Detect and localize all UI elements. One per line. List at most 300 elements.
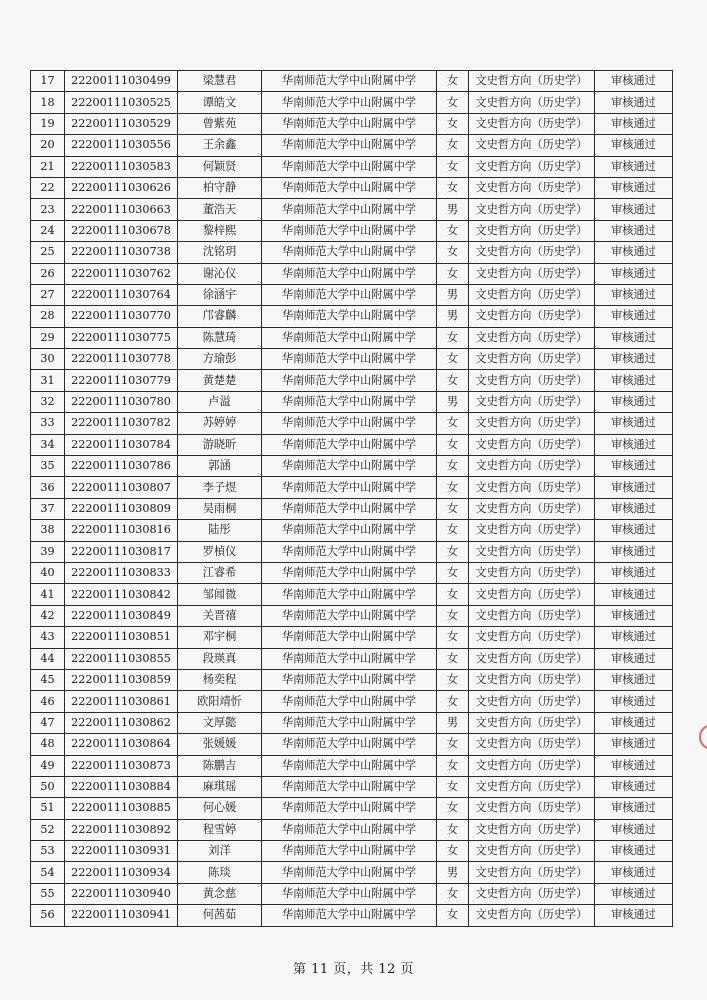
student-name-cell: 谢沁仪 xyxy=(178,263,262,284)
candidate-id-cell: 22200111030892 xyxy=(65,819,178,840)
student-name-cell: 董浩天 xyxy=(178,199,262,220)
table-row xyxy=(31,113,673,134)
student-name-cell: 程雪婷 xyxy=(178,819,262,840)
gender-cell: 女 xyxy=(437,135,469,156)
table-row xyxy=(31,391,673,412)
row-number-cell: 45 xyxy=(31,669,65,690)
gender-cell: 男 xyxy=(437,199,469,220)
school-name-cell: 华南师范大学中山附属中学 xyxy=(262,92,437,113)
direction-cell: 文史哲方向（历史学） xyxy=(469,456,595,477)
review-status-cell: 审核通过 xyxy=(595,135,673,156)
review-status-cell: 审核通过 xyxy=(595,349,673,370)
table-row xyxy=(31,71,673,92)
student-name-cell: 柏守静 xyxy=(178,177,262,198)
school-name-cell: 华南师范大学中山附属中学 xyxy=(262,755,437,776)
school-name-cell: 华南师范大学中山附属中学 xyxy=(262,306,437,327)
direction-cell: 文史哲方向（历史学） xyxy=(469,862,595,883)
review-status-cell: 审核通过 xyxy=(595,819,673,840)
review-status-cell: 审核通过 xyxy=(595,798,673,819)
student-name-cell: 江睿希 xyxy=(178,562,262,583)
seal-stamp-fragment xyxy=(697,718,707,828)
candidate-id-cell: 22200111030885 xyxy=(65,798,178,819)
review-status-cell: 审核通过 xyxy=(595,712,673,733)
row-number-cell: 53 xyxy=(31,841,65,862)
gender-cell: 女 xyxy=(437,434,469,455)
gender-cell: 女 xyxy=(437,648,469,669)
candidate-id-cell: 22200111030762 xyxy=(65,263,178,284)
student-name-cell: 麻琪瑶 xyxy=(178,776,262,797)
school-name-cell: 华南师范大学中山附属中学 xyxy=(262,798,437,819)
school-name-cell: 华南师范大学中山附属中学 xyxy=(262,263,437,284)
table-row xyxy=(31,263,673,284)
row-number-cell: 18 xyxy=(31,92,65,113)
row-number-cell: 31 xyxy=(31,370,65,391)
row-number-cell: 32 xyxy=(31,391,65,412)
gender-cell: 男 xyxy=(437,862,469,883)
candidate-id-cell: 22200111030859 xyxy=(65,669,178,690)
candidate-id-cell: 22200111030764 xyxy=(65,284,178,305)
row-number-cell: 56 xyxy=(31,905,65,926)
direction-cell: 文史哲方向（历史学） xyxy=(469,370,595,391)
review-status-cell: 审核通过 xyxy=(595,776,673,797)
row-number-cell: 40 xyxy=(31,562,65,583)
direction-cell: 文史哲方向（历史学） xyxy=(469,135,595,156)
student-name-cell: 罗楨仪 xyxy=(178,541,262,562)
table-row xyxy=(31,755,673,776)
row-number-cell: 36 xyxy=(31,477,65,498)
school-name-cell: 华南师范大学中山附属中学 xyxy=(262,541,437,562)
review-status-cell: 审核通过 xyxy=(595,627,673,648)
review-status-cell: 审核通过 xyxy=(595,734,673,755)
table-row xyxy=(31,327,673,348)
student-name-cell: 黎梓熙 xyxy=(178,220,262,241)
candidate-id-cell: 22200111030784 xyxy=(65,434,178,455)
roster-body xyxy=(31,71,673,927)
direction-cell: 文史哲方向（历史学） xyxy=(469,734,595,755)
student-name-cell: 邹闻微 xyxy=(178,584,262,605)
table-row xyxy=(31,584,673,605)
review-status-cell: 审核通过 xyxy=(595,284,673,305)
student-name-cell: 吴雨桐 xyxy=(178,498,262,519)
candidate-id-cell: 22200111030499 xyxy=(65,71,178,92)
student-name-cell: 梁慧君 xyxy=(178,71,262,92)
student-name-cell: 王余鑫 xyxy=(178,135,262,156)
school-name-cell: 华南师范大学中山附属中学 xyxy=(262,284,437,305)
student-name-cell: 陈鹏吉 xyxy=(178,755,262,776)
gender-cell: 女 xyxy=(437,691,469,712)
school-name-cell: 华南师范大学中山附属中学 xyxy=(262,498,437,519)
candidate-id-cell: 22200111030529 xyxy=(65,113,178,134)
review-status-cell: 审核通过 xyxy=(595,71,673,92)
table-row xyxy=(31,605,673,626)
direction-cell: 文史哲方向（历史学） xyxy=(469,520,595,541)
review-status-cell: 审核通过 xyxy=(595,327,673,348)
table-row xyxy=(31,648,673,669)
row-number-cell: 26 xyxy=(31,263,65,284)
review-status-cell: 审核通过 xyxy=(595,520,673,541)
direction-cell: 文史哲方向（历史学） xyxy=(469,177,595,198)
candidate-id-cell: 22200111030851 xyxy=(65,627,178,648)
candidate-id-cell: 22200111030807 xyxy=(65,477,178,498)
row-number-cell: 41 xyxy=(31,584,65,605)
gender-cell: 女 xyxy=(437,541,469,562)
candidate-id-cell: 22200111030770 xyxy=(65,306,178,327)
student-name-cell: 郭涵 xyxy=(178,456,262,477)
direction-cell: 文史哲方向（历史学） xyxy=(469,605,595,626)
school-name-cell: 华南师范大学中山附属中学 xyxy=(262,562,437,583)
student-name-cell: 李子煜 xyxy=(178,477,262,498)
gender-cell: 女 xyxy=(437,755,469,776)
table-row xyxy=(31,156,673,177)
review-status-cell: 审核通过 xyxy=(595,648,673,669)
candidate-id-cell: 22200111030849 xyxy=(65,605,178,626)
review-status-cell: 审核通过 xyxy=(595,263,673,284)
review-status-cell: 审核通过 xyxy=(595,370,673,391)
student-name-cell: 卢溢 xyxy=(178,391,262,412)
student-name-cell: 何茜茹 xyxy=(178,905,262,926)
candidate-id-cell: 22200111030626 xyxy=(65,177,178,198)
review-status-cell: 审核通过 xyxy=(595,905,673,926)
candidate-id-cell: 22200111030855 xyxy=(65,648,178,669)
direction-cell: 文史哲方向（历史学） xyxy=(469,883,595,904)
candidate-id-cell: 22200111030862 xyxy=(65,712,178,733)
gender-cell: 女 xyxy=(437,413,469,434)
candidate-id-cell: 22200111030864 xyxy=(65,734,178,755)
direction-cell: 文史哲方向（历史学） xyxy=(469,691,595,712)
candidate-id-cell: 22200111030833 xyxy=(65,562,178,583)
gender-cell: 女 xyxy=(437,669,469,690)
school-name-cell: 华南师范大学中山附属中学 xyxy=(262,220,437,241)
review-status-cell: 审核通过 xyxy=(595,113,673,134)
table-row xyxy=(31,434,673,455)
review-status-cell: 审核通过 xyxy=(595,177,673,198)
school-name-cell: 华南师范大学中山附属中学 xyxy=(262,456,437,477)
review-status-cell: 审核通过 xyxy=(595,498,673,519)
review-status-cell: 审核通过 xyxy=(595,477,673,498)
gender-cell: 女 xyxy=(437,156,469,177)
student-name-cell: 徐涵宇 xyxy=(178,284,262,305)
direction-cell: 文史哲方向（历史学） xyxy=(469,477,595,498)
school-name-cell: 华南师范大学中山附属中学 xyxy=(262,135,437,156)
review-status-cell: 审核通过 xyxy=(595,199,673,220)
row-number-cell: 39 xyxy=(31,541,65,562)
school-name-cell: 华南师范大学中山附属中学 xyxy=(262,71,437,92)
table-row xyxy=(31,370,673,391)
row-number-cell: 42 xyxy=(31,605,65,626)
row-number-cell: 54 xyxy=(31,862,65,883)
row-number-cell: 55 xyxy=(31,883,65,904)
table-row xyxy=(31,541,673,562)
school-name-cell: 华南师范大学中山附属中学 xyxy=(262,648,437,669)
gender-cell: 女 xyxy=(437,349,469,370)
row-number-cell: 46 xyxy=(31,691,65,712)
direction-cell: 文史哲方向（历史学） xyxy=(469,156,595,177)
review-status-cell: 审核通过 xyxy=(595,669,673,690)
table-row xyxy=(31,456,673,477)
school-name-cell: 华南师范大学中山附属中学 xyxy=(262,627,437,648)
candidate-id-cell: 22200111030873 xyxy=(65,755,178,776)
review-status-cell: 审核通过 xyxy=(595,92,673,113)
review-status-cell: 审核通过 xyxy=(595,584,673,605)
school-name-cell: 华南师范大学中山附属中学 xyxy=(262,862,437,883)
row-number-cell: 47 xyxy=(31,712,65,733)
gender-cell: 女 xyxy=(437,177,469,198)
table-row xyxy=(31,734,673,755)
gender-cell: 女 xyxy=(437,242,469,263)
row-number-cell: 52 xyxy=(31,819,65,840)
student-name-cell: 游晓昕 xyxy=(178,434,262,455)
table-row xyxy=(31,135,673,156)
row-number-cell: 38 xyxy=(31,520,65,541)
student-name-cell: 苏婷婷 xyxy=(178,413,262,434)
table-row xyxy=(31,883,673,904)
candidate-id-cell: 22200111030931 xyxy=(65,841,178,862)
table-row xyxy=(31,349,673,370)
candidate-id-cell: 22200111030525 xyxy=(65,92,178,113)
gender-cell: 女 xyxy=(437,605,469,626)
review-status-cell: 审核通过 xyxy=(595,841,673,862)
school-name-cell: 华南师范大学中山附属中学 xyxy=(262,819,437,840)
row-number-cell: 49 xyxy=(31,755,65,776)
table-row xyxy=(31,776,673,797)
review-status-cell: 审核通过 xyxy=(595,156,673,177)
review-status-cell: 审核通过 xyxy=(595,862,673,883)
review-status-cell: 审核通过 xyxy=(595,220,673,241)
row-number-cell: 30 xyxy=(31,349,65,370)
review-status-cell: 审核通过 xyxy=(595,605,673,626)
table-row xyxy=(31,413,673,434)
direction-cell: 文史哲方向（历史学） xyxy=(469,199,595,220)
row-number-cell: 43 xyxy=(31,627,65,648)
table-row xyxy=(31,669,673,690)
review-status-cell: 审核通过 xyxy=(595,755,673,776)
candidate-id-cell: 22200111030678 xyxy=(65,220,178,241)
gender-cell: 女 xyxy=(437,92,469,113)
row-number-cell: 37 xyxy=(31,498,65,519)
table-row xyxy=(31,691,673,712)
school-name-cell: 华南师范大学中山附属中学 xyxy=(262,691,437,712)
gender-cell: 女 xyxy=(437,327,469,348)
review-status-cell: 审核通过 xyxy=(595,306,673,327)
direction-cell: 文史哲方向（历史学） xyxy=(469,327,595,348)
candidate-id-cell: 22200111030940 xyxy=(65,883,178,904)
school-name-cell: 华南师范大学中山附属中学 xyxy=(262,177,437,198)
candidate-id-cell: 22200111030861 xyxy=(65,691,178,712)
direction-cell: 文史哲方向（历史学） xyxy=(469,391,595,412)
direction-cell: 文史哲方向（历史学） xyxy=(469,562,595,583)
row-number-cell: 27 xyxy=(31,284,65,305)
gender-cell: 女 xyxy=(437,798,469,819)
table-row xyxy=(31,562,673,583)
candidate-id-cell: 22200111030941 xyxy=(65,905,178,926)
row-number-cell: 33 xyxy=(31,413,65,434)
review-status-cell: 审核通过 xyxy=(595,391,673,412)
row-number-cell: 50 xyxy=(31,776,65,797)
school-name-cell: 华南师范大学中山附属中学 xyxy=(262,391,437,412)
school-name-cell: 华南师范大学中山附属中学 xyxy=(262,413,437,434)
school-name-cell: 华南师范大学中山附属中学 xyxy=(262,434,437,455)
direction-cell: 文史哲方向（历史学） xyxy=(469,584,595,605)
row-number-cell: 29 xyxy=(31,327,65,348)
candidate-id-cell: 22200111030738 xyxy=(65,242,178,263)
gender-cell: 女 xyxy=(437,776,469,797)
roster-table xyxy=(30,70,673,927)
candidate-id-cell: 22200111030583 xyxy=(65,156,178,177)
school-name-cell: 华南师范大学中山附属中学 xyxy=(262,905,437,926)
direction-cell: 文史哲方向（历史学） xyxy=(469,263,595,284)
student-name-cell: 陈慧琦 xyxy=(178,327,262,348)
school-name-cell: 华南师范大学中山附属中学 xyxy=(262,883,437,904)
review-status-cell: 审核通过 xyxy=(595,456,673,477)
school-name-cell: 华南师范大学中山附属中学 xyxy=(262,712,437,733)
gender-cell: 女 xyxy=(437,627,469,648)
review-status-cell: 审核通过 xyxy=(595,562,673,583)
row-number-cell: 25 xyxy=(31,242,65,263)
direction-cell: 文史哲方向（历史学） xyxy=(469,220,595,241)
school-name-cell: 华南师范大学中山附属中学 xyxy=(262,242,437,263)
student-name-cell: 刘洋 xyxy=(178,841,262,862)
gender-cell: 男 xyxy=(437,391,469,412)
student-name-cell: 陈琰 xyxy=(178,862,262,883)
school-name-cell: 华南师范大学中山附属中学 xyxy=(262,199,437,220)
gender-cell: 女 xyxy=(437,456,469,477)
direction-cell: 文史哲方向（历史学） xyxy=(469,349,595,370)
table-row xyxy=(31,819,673,840)
row-number-cell: 20 xyxy=(31,135,65,156)
student-name-cell: 杨奕程 xyxy=(178,669,262,690)
direction-cell: 文史哲方向（历史学） xyxy=(469,669,595,690)
row-number-cell: 44 xyxy=(31,648,65,669)
gender-cell: 男 xyxy=(437,284,469,305)
row-number-cell: 35 xyxy=(31,456,65,477)
table-row xyxy=(31,242,673,263)
row-number-cell: 23 xyxy=(31,199,65,220)
school-name-cell: 华南师范大学中山附属中学 xyxy=(262,605,437,626)
direction-cell: 文史哲方向（历史学） xyxy=(469,541,595,562)
school-name-cell: 华南师范大学中山附属中学 xyxy=(262,734,437,755)
direction-cell: 文史哲方向（历史学） xyxy=(469,798,595,819)
school-name-cell: 华南师范大学中山附属中学 xyxy=(262,113,437,134)
student-name-cell: 黄念慈 xyxy=(178,883,262,904)
direction-cell: 文史哲方向（历史学） xyxy=(469,242,595,263)
direction-cell: 文史哲方向（历史学） xyxy=(469,905,595,926)
student-name-cell: 谭皓文 xyxy=(178,92,262,113)
gender-cell: 男 xyxy=(437,306,469,327)
direction-cell: 文史哲方向（历史学） xyxy=(469,819,595,840)
gender-cell: 男 xyxy=(437,712,469,733)
student-name-cell: 张媛媛 xyxy=(178,734,262,755)
candidate-id-cell: 22200111030775 xyxy=(65,327,178,348)
student-name-cell: 关晋禧 xyxy=(178,605,262,626)
school-name-cell: 华南师范大学中山附属中学 xyxy=(262,520,437,541)
review-status-cell: 审核通过 xyxy=(595,242,673,263)
gender-cell: 女 xyxy=(437,905,469,926)
gender-cell: 女 xyxy=(437,113,469,134)
direction-cell: 文史哲方向（历史学） xyxy=(469,712,595,733)
direction-cell: 文史哲方向（历史学） xyxy=(469,648,595,669)
school-name-cell: 华南师范大学中山附属中学 xyxy=(262,349,437,370)
gender-cell: 女 xyxy=(437,220,469,241)
table-row xyxy=(31,712,673,733)
review-status-cell: 审核通过 xyxy=(595,434,673,455)
gender-cell: 女 xyxy=(437,734,469,755)
candidate-id-cell: 22200111030663 xyxy=(65,199,178,220)
candidate-id-cell: 22200111030884 xyxy=(65,776,178,797)
candidate-id-cell: 22200111030782 xyxy=(65,413,178,434)
table-row xyxy=(31,841,673,862)
candidate-id-cell: 22200111030934 xyxy=(65,862,178,883)
student-name-cell: 黄楚楚 xyxy=(178,370,262,391)
student-name-cell: 曾紫苑 xyxy=(178,113,262,134)
table-row xyxy=(31,862,673,883)
candidate-id-cell: 22200111030842 xyxy=(65,584,178,605)
roster-sheet xyxy=(30,70,673,927)
student-name-cell: 沈铭玥 xyxy=(178,242,262,263)
school-name-cell: 华南师范大学中山附属中学 xyxy=(262,584,437,605)
gender-cell: 女 xyxy=(437,819,469,840)
candidate-id-cell: 22200111030779 xyxy=(65,370,178,391)
candidate-id-cell: 22200111030786 xyxy=(65,456,178,477)
candidate-id-cell: 22200111030816 xyxy=(65,520,178,541)
candidate-id-cell: 22200111030556 xyxy=(65,135,178,156)
review-status-cell: 审核通过 xyxy=(595,413,673,434)
page-footer: 第 11 页，共 12 页 xyxy=(292,962,415,977)
gender-cell: 女 xyxy=(437,562,469,583)
row-number-cell: 51 xyxy=(31,798,65,819)
student-name-cell: 何心媛 xyxy=(178,798,262,819)
gender-cell: 女 xyxy=(437,370,469,391)
student-name-cell: 邓宇桐 xyxy=(178,627,262,648)
row-number-cell: 21 xyxy=(31,156,65,177)
table-row xyxy=(31,306,673,327)
student-name-cell: 段瑛真 xyxy=(178,648,262,669)
direction-cell: 文史哲方向（历史学） xyxy=(469,841,595,862)
table-row xyxy=(31,477,673,498)
table-row xyxy=(31,199,673,220)
candidate-id-cell: 22200111030780 xyxy=(65,391,178,412)
table-row xyxy=(31,798,673,819)
table-row xyxy=(31,284,673,305)
table-row xyxy=(31,220,673,241)
school-name-cell: 华南师范大学中山附属中学 xyxy=(262,669,437,690)
direction-cell: 文史哲方向（历史学） xyxy=(469,113,595,134)
direction-cell: 文史哲方向（历史学） xyxy=(469,755,595,776)
student-name-cell: 文厚懿 xyxy=(178,712,262,733)
gender-cell: 女 xyxy=(437,520,469,541)
row-number-cell: 48 xyxy=(31,734,65,755)
student-name-cell: 方瑜彭 xyxy=(178,349,262,370)
direction-cell: 文史哲方向（历史学） xyxy=(469,776,595,797)
gender-cell: 女 xyxy=(437,263,469,284)
table-row xyxy=(31,627,673,648)
row-number-cell: 17 xyxy=(31,71,65,92)
direction-cell: 文史哲方向（历史学） xyxy=(469,413,595,434)
row-number-cell: 34 xyxy=(31,434,65,455)
gender-cell: 女 xyxy=(437,883,469,904)
direction-cell: 文史哲方向（历史学） xyxy=(469,627,595,648)
direction-cell: 文史哲方向（历史学） xyxy=(469,306,595,327)
table-row xyxy=(31,905,673,926)
school-name-cell: 华南师范大学中山附属中学 xyxy=(262,477,437,498)
gender-cell: 女 xyxy=(437,477,469,498)
student-name-cell: 邝睿麟 xyxy=(178,306,262,327)
candidate-id-cell: 22200111030778 xyxy=(65,349,178,370)
school-name-cell: 华南师范大学中山附属中学 xyxy=(262,841,437,862)
table-row xyxy=(31,498,673,519)
row-number-cell: 28 xyxy=(31,306,65,327)
row-number-cell: 22 xyxy=(31,177,65,198)
table-row xyxy=(31,92,673,113)
